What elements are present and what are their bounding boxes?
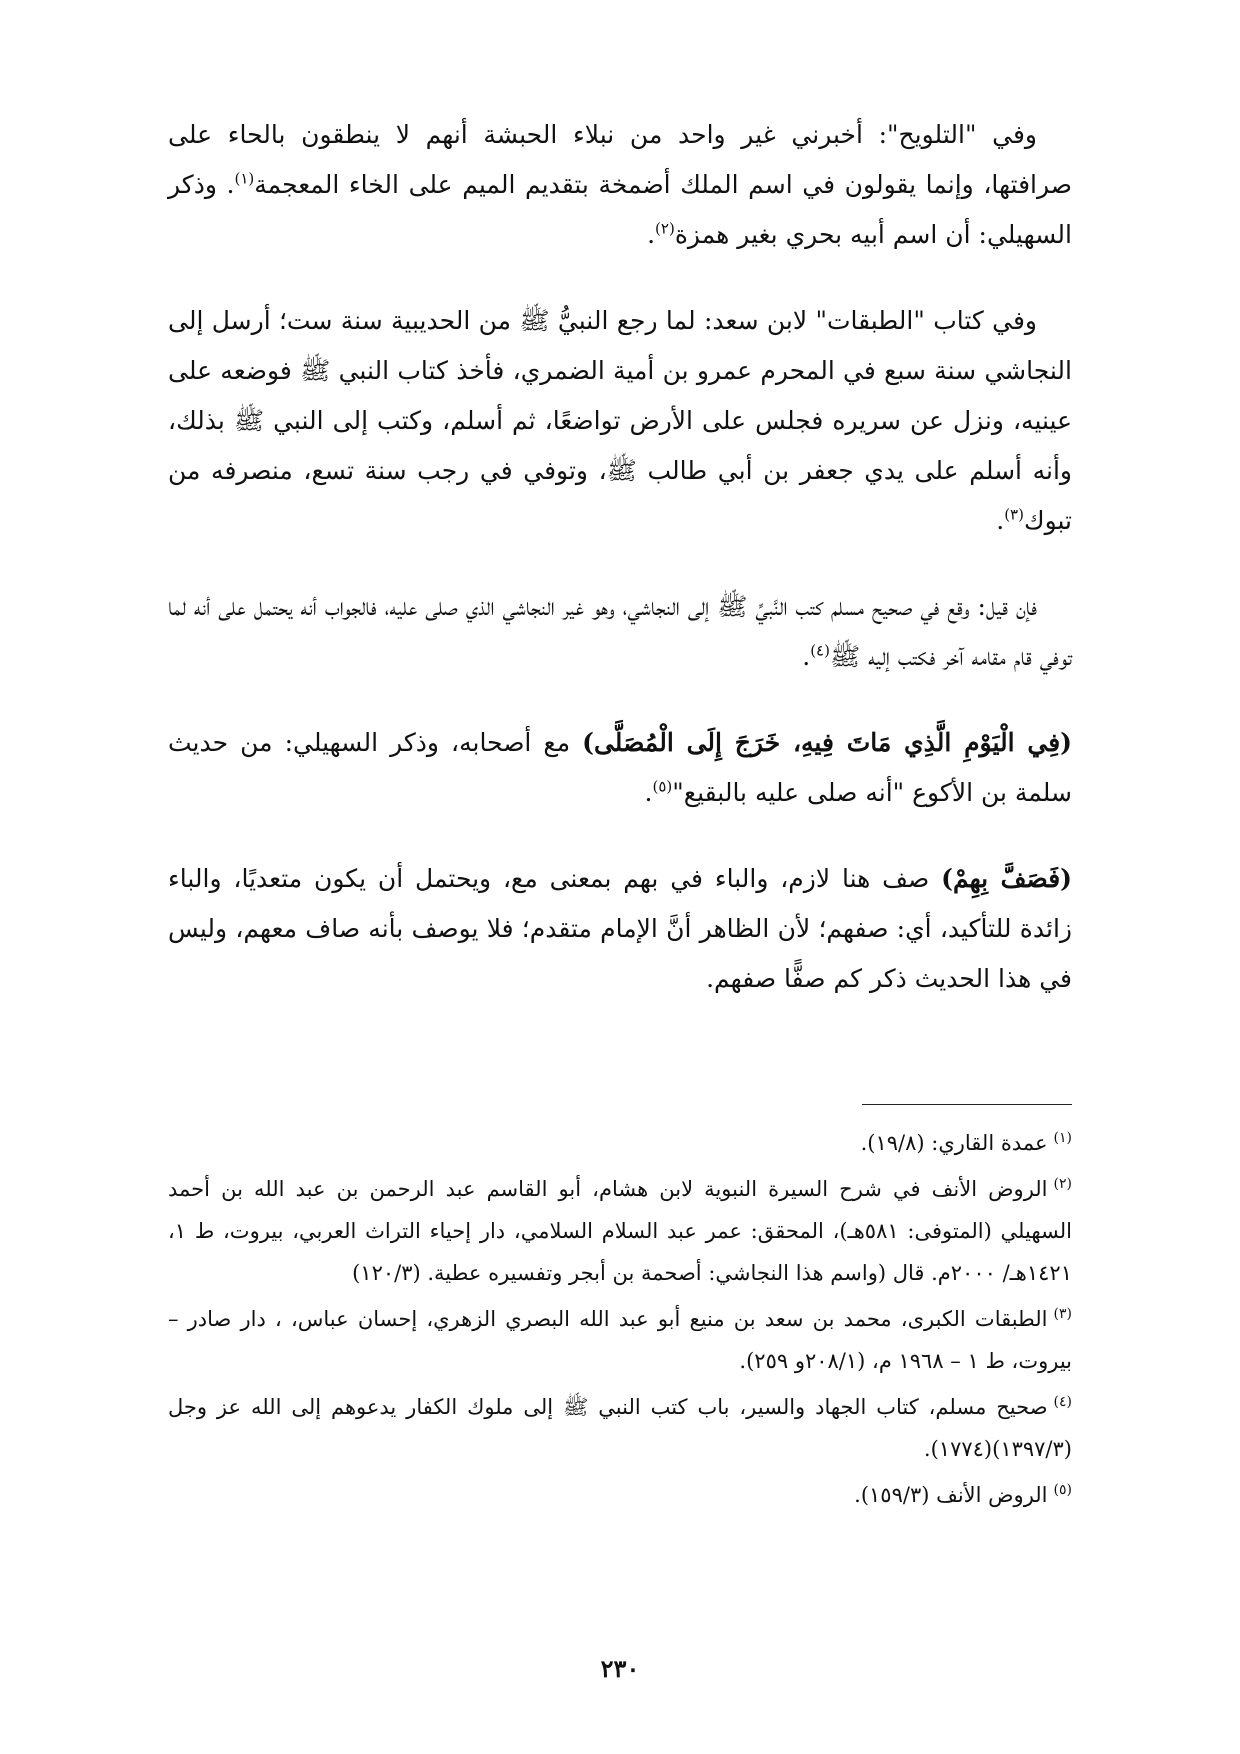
paragraph-text-tail: . (802, 642, 811, 671)
footnote-text: الروض الأنف (١٥٩/٣). (854, 1483, 1048, 1507)
footnote-ref-5: (٥) (652, 777, 673, 796)
footnote-number: (١) (1053, 1130, 1072, 1146)
footnote-ref-3: (٣) (1004, 505, 1024, 524)
paragraph-3 (168, 582, 1072, 682)
footnote-number: (٥) (1053, 1482, 1072, 1498)
footnote-4 (168, 1386, 1072, 1470)
footnote-5 (168, 1474, 1072, 1516)
footnote-number: (٢) (1053, 1176, 1072, 1192)
paragraph-text-tail: . (644, 778, 653, 807)
paragraph-text-end: . (647, 220, 656, 249)
paragraph-4 (168, 718, 1072, 818)
footnote-3 (168, 1298, 1072, 1382)
paragraph-text-tail: . وذكر السهيلي: أن اسم أبيه بحري بغير همزة (168, 170, 1072, 249)
footnote-number: (٣) (1053, 1306, 1072, 1322)
footnote-text: الطبقات الكبرى، محمد بن سعد بن منيع أبو عبد الله البصري الزهري، إحسان عباس، ، دار صادر – بيروت، ط ١ – ١٩٦٨ م، (٢٠٨/١و ٢٥٩). (168, 1307, 1072, 1373)
footnote-ref-2: (٢) (655, 219, 675, 238)
page-number: ٢٣٠ (600, 1654, 640, 1683)
footnote-text: عمدة القاري: (١٩/٨). (860, 1131, 1048, 1155)
paragraph-text: وفي "التلويح": أخبرني غير واحد من نبلاء الحبشة أنهم لا ينطقون بالحاء على صرافتها، وإنما يقولون في اسم الملك أضمخة بتقديم الميم على الخاء المعجمة (168, 120, 1073, 199)
paragraph-1 (168, 110, 1072, 260)
paragraph-5 (168, 854, 1072, 1004)
footnote-text: الروض الأنف في شرح السيرة النبوية لابن هشام، أبو القاسم عبد الرحمن بن عبد الله بن أحمد السهيلي (المتوفى: ٥٨١هـ)، المحقق: عمر عبد السلام السلامي، دار إحياء التراث العربي، بيروت، ط ١، ١٤٢١هـ/ ٢٠٠٠م. قال (واسم هذا النجاشي: أصحمة بن أبجر وتفسيره عطية. (١٢٠/٣) (168, 1177, 1072, 1285)
footnotes (168, 1122, 1072, 1520)
main-text (168, 110, 1072, 1040)
paragraph-text-tail: . (996, 506, 1005, 535)
footnote-number: (٤) (1053, 1394, 1072, 1410)
paragraph-text: وفي كتاب "الطبقات" لابن سعد: لما رجع النبيُّ ﷺ من الحديبية سنة ست؛ أرسل إلى النجاشي سنة سبع في المحرم عمرو بن أمية الضمري، فأخذ كتاب النبي ﷺ فوضعه على عينيه، ونزل عن سريره فجلس على الأرض تواضعًا، ثم أسلم، وكتب إلى النبي ﷺ بذلك، وأنه أسلم على يدي جعفر بن أبي طالب ﷺ، وتوفي في رجب سنة تسع، منصرفه من تبوك (168, 306, 1072, 535)
paragraph-text: صف هنا لازم، والباء في بهم بمعنى مع، ويحتمل أن يكون متعديًا، والباء زائدة للتأكيد، أي: صفهم؛ لأن الظاهر أنَّ الإمام متقدم؛ فلا يوصف بأنه صاف معهم، وليس في هذا الحديث ذكر كم صفًّا صفهم. (168, 864, 1072, 993)
hadith-quote: (فِي الْيَوْمِ الَّذِي مَاتَ فِيهِ، خَرَجَ إِلَى الْمُصَلَّى) (582, 728, 1072, 757)
footnote-2 (168, 1168, 1072, 1294)
paragraph-2 (168, 296, 1072, 546)
footnote-divider (862, 1104, 1072, 1105)
hadith-quote: (فَصَفَّ بِهِمْ) (941, 864, 1072, 893)
paragraph-text: فإن قيل: وقع في صحيح مسلم كتب النَّبيِّ ﷺ إلى النجاشي، وهو غير النجاشي الذي صلى عليه، فالجواب أنه يحتمل على أنه لما توفي قام مقامه آخر فكتب إليه ﷺ (168, 592, 1072, 671)
footnote-ref-1: (١) (234, 169, 255, 188)
footnote-1 (168, 1122, 1072, 1164)
footnote-ref-4: (٤) (810, 641, 830, 660)
paragraph-text: مع أصحابه، وذكر السهيلي: من حديث سلمة بن الأكوع "أنه صلى عليه بالبقيع" (168, 728, 1072, 807)
footnote-text: صحيح مسلم، كتاب الجهاد والسير، باب كتب النبي ﷺ إلى ملوك الكفار يدعوهم إلى الله عز وجل (١٣٩٧/٣)(١٧٧٤). (168, 1395, 1072, 1461)
